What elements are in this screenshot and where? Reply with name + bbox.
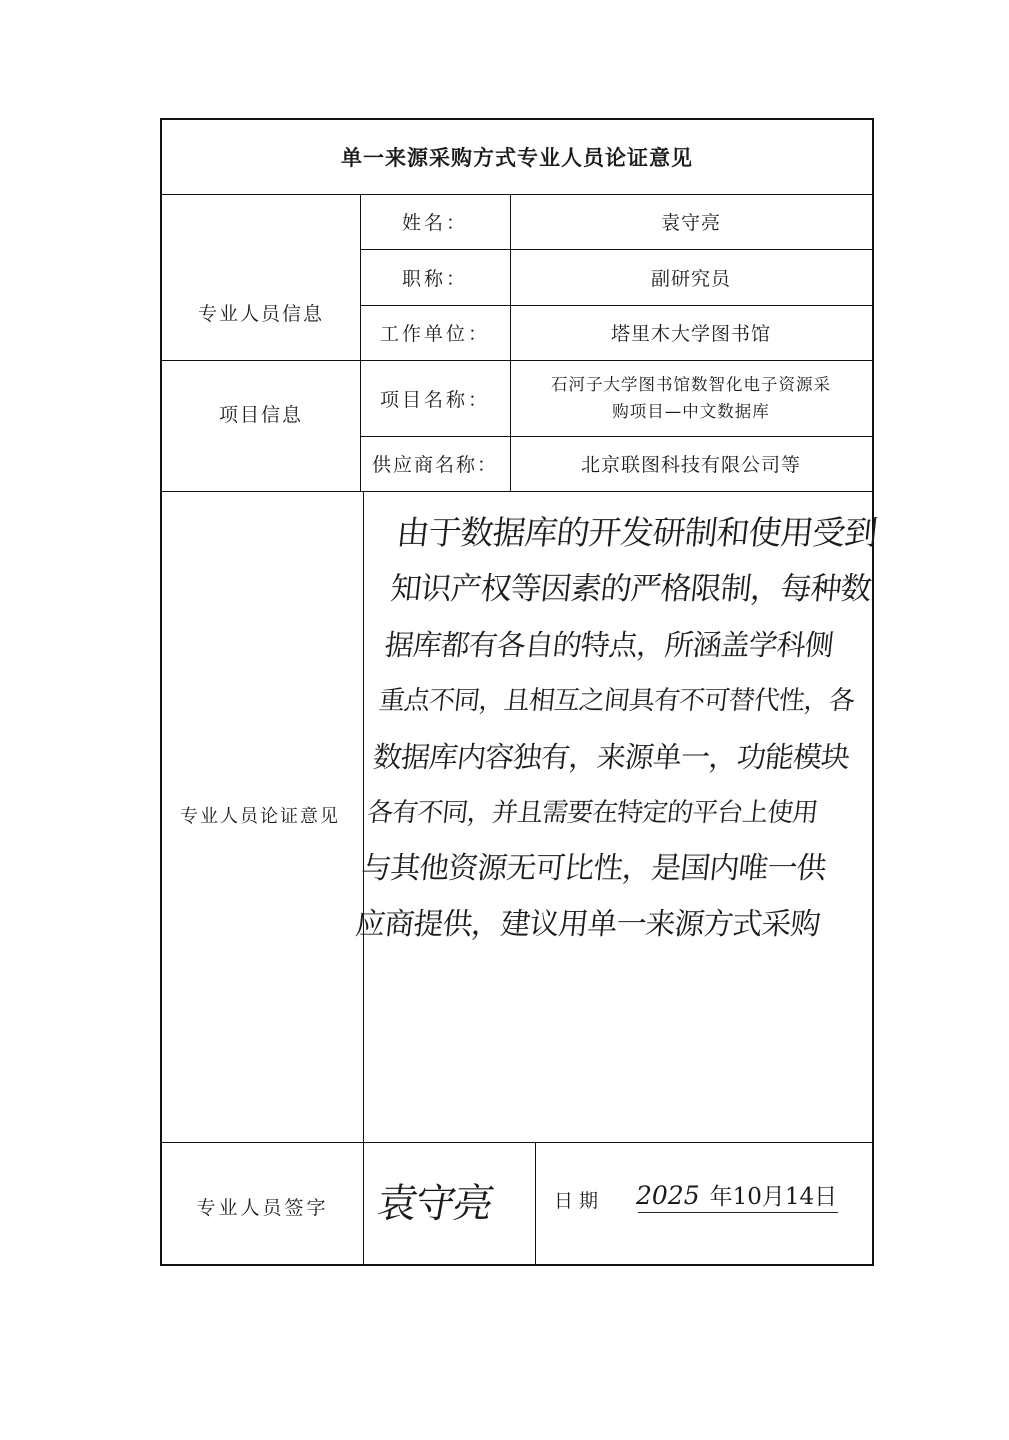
opinion-line: 由于数据库的开发研制和使用受到 xyxy=(394,513,879,552)
project-info-label: 项目信息 xyxy=(218,404,303,426)
opinion-line: 与其他资源无可比性，是国内唯一供 xyxy=(359,851,828,886)
expert-info-label: 专业人员信息 xyxy=(197,303,324,325)
date-underline xyxy=(638,1212,838,1213)
signature-label: 专业人员签字 xyxy=(196,1196,329,1219)
name-value: 袁守亮 xyxy=(660,212,721,234)
opinion-line: 应商提供，建议用单一来源方式采购 xyxy=(353,907,822,942)
name-label: 姓名： xyxy=(401,212,468,234)
project-name-line1: 石河子大学图书馆数智化电子资源采 xyxy=(551,375,831,394)
date-value xyxy=(636,1178,837,1211)
project-name-value xyxy=(510,360,872,436)
opinion-line: 重点不同，且相互之间具有不可替代性，各 xyxy=(377,686,856,716)
opinion-line: 据库都有各自的特点，所涵盖学科侧 xyxy=(383,628,835,662)
unit-value: 塔里木大学图书馆 xyxy=(610,323,771,345)
supplier-label: 供应商名称： xyxy=(371,454,498,476)
unit-label: 工作单位： xyxy=(379,323,490,345)
title-label: 职称： xyxy=(401,267,468,290)
date-year: 2025 xyxy=(636,1181,700,1210)
opinion-line: 各有不同，并且需要在特定的平台上使用 xyxy=(365,798,819,828)
argument-form xyxy=(160,118,879,1266)
project-name-line2: 购项目—中文数据库 xyxy=(612,402,770,421)
opinion-label: 专业人员论证意见 xyxy=(180,805,340,827)
column-divider xyxy=(535,1142,536,1264)
date-label: 日期 xyxy=(554,1190,605,1212)
opinion-line: 知识产权等因素的严格限制，每种数 xyxy=(388,571,873,607)
title-value: 副研究员 xyxy=(650,267,731,290)
handwritten-signature: 袁守亮 xyxy=(373,1181,496,1227)
date-rest: 年10月14日 xyxy=(709,1184,838,1210)
supplier-value: 北京联图科技有限公司等 xyxy=(580,454,801,476)
handwritten-opinion xyxy=(352,505,889,953)
project-name-label: 项目名称： xyxy=(379,388,490,411)
form-title: 单一来源采购方式专业人员论证意见 xyxy=(341,146,693,170)
opinion-line: 数据库内容独有，来源单一，功能模块 xyxy=(371,740,851,774)
